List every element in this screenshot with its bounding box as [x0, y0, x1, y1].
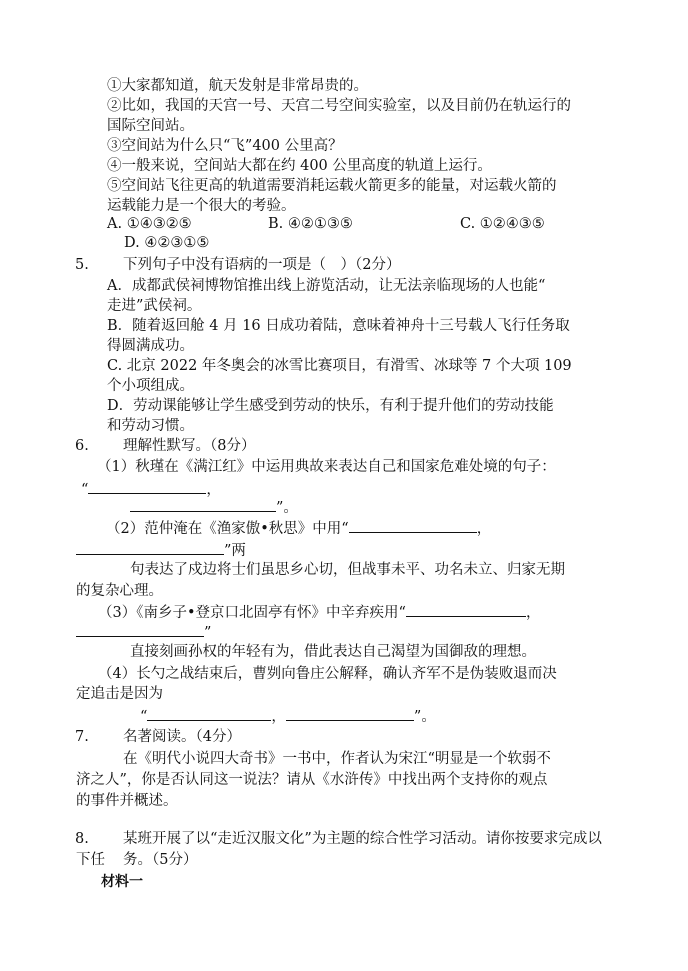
- comma: ，: [476, 521, 492, 537]
- q6-number: 6.: [75, 438, 89, 454]
- q8-number: 8.: [75, 831, 89, 847]
- q6-part-4: （4）长勺之战结束后，曹刿向鲁庄公解释，确认齐军不是伪装败退而决: [98, 666, 557, 682]
- q5-option-d-cont: 和劳动习惯。: [107, 418, 194, 434]
- close-quote: ”。: [413, 709, 436, 725]
- close-quote: ”。: [276, 500, 298, 516]
- q4-sentence-2: ②比如，我国的天宫一号、天宫二号空间实验室，以及目前仍在轨运行的: [107, 98, 571, 114]
- comma: ，: [206, 482, 221, 498]
- q4-option-d: D. ④②③①⑤: [124, 235, 210, 251]
- q4-sentence-5: ⑤空间站飞往更高的轨道需要消耗运载火箭更多的能量，对运载火箭的: [107, 178, 557, 194]
- q5-option-d: D．劳动课能够让学生感受到劳动的快乐，有利于提升他们的劳动技能: [107, 398, 554, 414]
- q5-number: 5.: [75, 257, 89, 273]
- q5-stem: 下列句子中没有语病的一项是（ ）（2分）: [123, 257, 401, 273]
- q4-option-a: A. ①④③②⑤: [107, 216, 192, 232]
- q6-part-1-blank-line-2: [130, 497, 298, 518]
- answer-blank[interactable]: [76, 540, 224, 555]
- answer-blank[interactable]: [406, 602, 526, 617]
- q8-text-1: 某班开展了以“走近汉服文化”为主题的综合性学习活动。请你按要求完成以: [123, 831, 602, 847]
- q5-option-b-cont: 得圆满成功。: [107, 338, 194, 354]
- q6-part-2-text: （2）范仲淹在《渔家傲•秋思》中用“: [106, 521, 349, 537]
- q6-part-3-cont: 直接刻画孙权的年轻有为，借此表达自己渴望为国御敌的理想。: [130, 644, 536, 660]
- q4-sentence-1: ①大家都知道，航天发射是非常昂贵的。: [107, 78, 368, 94]
- q6-part-3: [98, 602, 540, 623]
- q4-option-b: B. ④②①③⑤: [268, 216, 353, 232]
- q6-part-3-blank-line: [76, 622, 211, 643]
- q7-number: 7.: [75, 729, 89, 745]
- q6-part-3-text: （3）《南乡子•登京口北固亭有怀》中辛弃疾用“: [98, 605, 406, 621]
- q5-option-a: A．成都武侯祠博物馆推出线上游览活动，让无法亲临现场的人也能“: [107, 278, 546, 294]
- comma: ，: [271, 709, 286, 725]
- q6-part-4-blank-line: [140, 706, 436, 727]
- answer-blank[interactable]: [349, 518, 477, 533]
- q4-option-c: C. ①②④③⑤: [460, 216, 545, 232]
- q4-sentence-3: ③空间站为什么只“飞”400 公里高？: [107, 138, 343, 154]
- q4-sentence-4: ④一般来说，空间站大都在约 400 公里高度的轨道上运行。: [107, 158, 492, 174]
- answer-blank[interactable]: [147, 706, 271, 721]
- q8-text-2a: 下任: [76, 852, 105, 868]
- answer-blank[interactable]: [88, 479, 206, 494]
- close-quote: ”两: [224, 543, 246, 559]
- open-quote: “: [81, 482, 89, 498]
- q6-part-4-cont: 定追击是因为: [76, 686, 163, 702]
- q6-part-2-cont: 句表达了戍边将士们虽思乡心切，但战事未平、功名未立、归家无期: [130, 562, 565, 578]
- comma: ，: [525, 605, 541, 621]
- answer-blank[interactable]: [286, 706, 414, 721]
- q8-material-heading: 材料一: [101, 874, 143, 890]
- q5-option-b: B．随着返回舱 4 月 16 日成功着陆，意味着神舟十三号载人飞行任务取: [107, 318, 570, 334]
- open-quote: “: [140, 709, 148, 725]
- q6-part-1: （1）秋瑾在《满江红》中运用典故来表达自己和国家危难处境的句子：: [97, 459, 556, 475]
- q6-stem: 理解性默写。（8分）: [123, 438, 256, 454]
- answer-blank[interactable]: [130, 497, 276, 512]
- q6-part-2-cont-2: 的复杂心理。: [76, 583, 163, 599]
- q7-stem: 名著阅读。（4分）: [123, 729, 241, 745]
- answer-blank[interactable]: [76, 622, 204, 637]
- q6-part-2: [106, 518, 491, 539]
- q5-option-c: C. 北京 2022 年冬奥会的冰雪比赛项目，有滑雪、冰球等 7 个大项 109: [107, 358, 572, 374]
- q5-option-a-cont: 走进”武侯祠。: [107, 298, 202, 314]
- q7-text-2: 济之人”，你是否认同这一说法？请从《水浒传》中找出两个支持你的观点: [76, 772, 548, 788]
- q4-sentence-5-cont: 运载能力是一个很大的考验。: [107, 198, 296, 214]
- q7-text-3: 的事件并概述。: [76, 793, 178, 809]
- q5-option-c-cont: 个小项组成。: [107, 378, 194, 394]
- q6-part-2-blank-line: [76, 540, 246, 561]
- q7-text-1: 在《明代小说四大奇书》一书中，作者认为宋江“明显是一个软弱不: [123, 751, 551, 767]
- q4-sentence-2-cont: 国际空间站。: [107, 118, 194, 134]
- close-quote: ”: [204, 625, 212, 641]
- q8-text-2b: 务。（5分）: [123, 852, 198, 868]
